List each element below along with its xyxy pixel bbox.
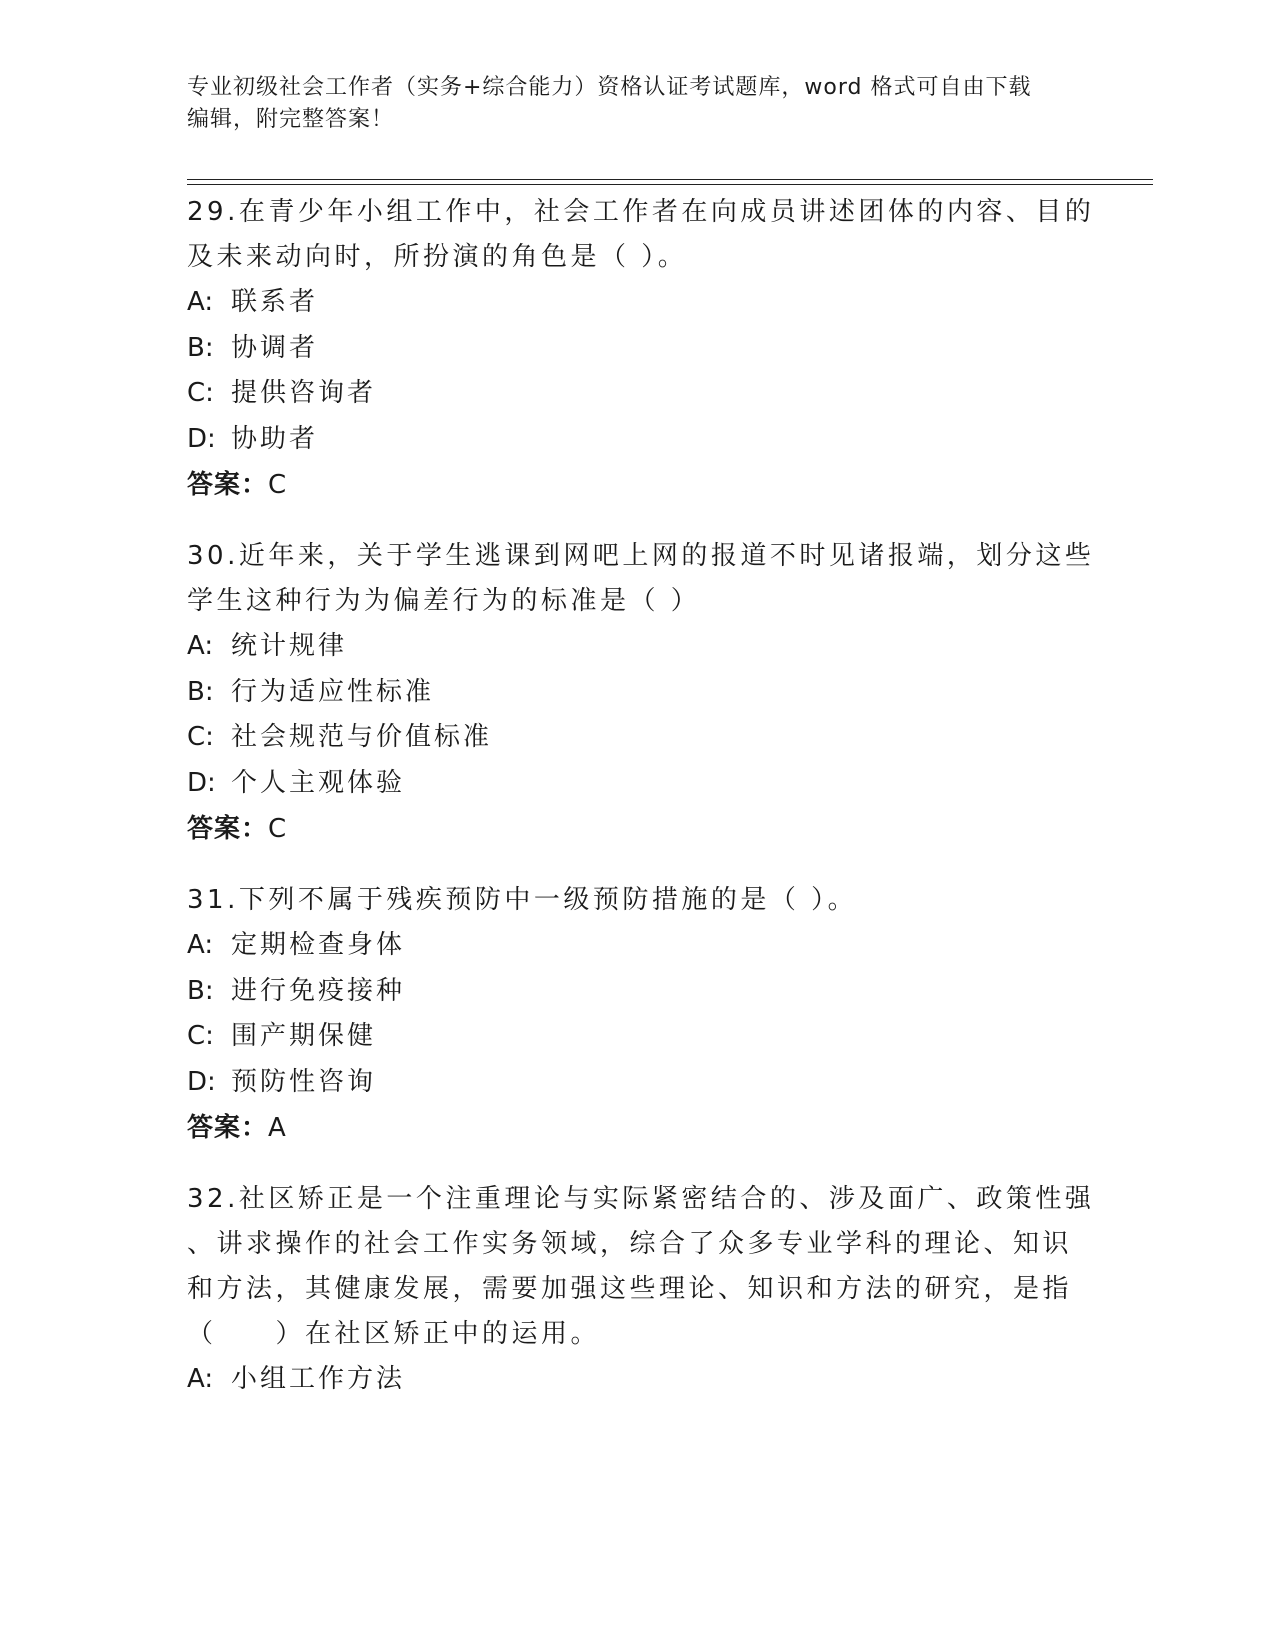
option-text: 围产期保健 bbox=[231, 1021, 377, 1051]
option-d bbox=[187, 1060, 1087, 1106]
option-a bbox=[187, 280, 1087, 326]
question-31 bbox=[187, 878, 1087, 1151]
answer-line bbox=[187, 462, 1087, 508]
answer-line bbox=[187, 806, 1087, 852]
option-key: A: bbox=[187, 930, 214, 960]
option-key: D: bbox=[187, 423, 216, 454]
option-a bbox=[187, 923, 1087, 969]
question-stem: 、讲求操作的社会工作实务领域，综合了众多专业学科的理论、知识 bbox=[187, 1229, 1073, 1259]
option-a bbox=[187, 624, 1087, 670]
header-rule-bottom bbox=[187, 184, 1153, 185]
question-stem: 及未来动向时，所扮演的角色是（ ）。 bbox=[187, 242, 688, 272]
option-text: 协助者 bbox=[231, 423, 319, 454]
answer-label: 答案： bbox=[187, 814, 269, 844]
question-list bbox=[187, 190, 1095, 1429]
option-b bbox=[187, 969, 1087, 1015]
option-key: B: bbox=[187, 975, 214, 1006]
option-text: 协调者 bbox=[231, 332, 319, 363]
question-stem: 和方法，其健康发展，需要加强这些理论、知识和方法的研究，是指 bbox=[187, 1274, 1073, 1304]
option-key: B: bbox=[187, 676, 214, 707]
option-text: 统计规律 bbox=[231, 631, 348, 661]
option-key: A: bbox=[187, 631, 214, 661]
option-d bbox=[187, 761, 1087, 807]
question-32 bbox=[187, 1177, 1095, 1403]
option-text: 小组工作方法 bbox=[231, 1364, 406, 1394]
option-d bbox=[187, 417, 1087, 463]
question-stem: 30.近年来，关于学生逃课到网吧上网的报道不时见诸报端，划分这些 bbox=[187, 541, 1095, 571]
option-key: D: bbox=[187, 1066, 216, 1097]
answer-label: 答案： bbox=[187, 1113, 269, 1143]
option-key: A: bbox=[187, 1364, 214, 1394]
option-key: A: bbox=[187, 287, 214, 317]
question-30 bbox=[187, 534, 1095, 852]
answer-value: A bbox=[268, 1113, 286, 1143]
option-text: 社会规范与价值标准 bbox=[231, 722, 493, 752]
answer-label: 答案： bbox=[187, 470, 269, 500]
document-header bbox=[187, 72, 1087, 136]
option-text: 行为适应性标准 bbox=[231, 676, 435, 707]
option-a bbox=[187, 1357, 1087, 1403]
option-text: 个人主观体验 bbox=[231, 767, 406, 798]
option-b bbox=[187, 670, 1087, 716]
header-line: 编辑，附完整答案！ bbox=[187, 107, 395, 132]
option-key: B: bbox=[187, 332, 214, 363]
option-key: C: bbox=[187, 1021, 214, 1051]
option-text: 进行免疫接种 bbox=[231, 975, 406, 1006]
option-key: C: bbox=[187, 378, 214, 408]
question-stem: 32.社区矫正是一个注重理论与实际紧密结合的、涉及面广、政策性强 bbox=[187, 1184, 1095, 1214]
answer-value: C bbox=[268, 814, 287, 844]
question-stem: 29.在青少年小组工作中，社会工作者在向成员讲述团体的内容、目的 bbox=[187, 197, 1095, 227]
header-rule-top bbox=[187, 179, 1153, 180]
option-text: 定期检查身体 bbox=[231, 930, 406, 960]
answer-value: C bbox=[268, 470, 287, 500]
question-stem: 31.下列不属于残疾预防中一级预防措施的是（ ）。 bbox=[187, 885, 858, 915]
option-key: D: bbox=[187, 767, 216, 798]
question-stem: 学生这种行为为偏差行为的标准是（ ） bbox=[187, 586, 701, 616]
question-29 bbox=[187, 190, 1095, 508]
option-key: C: bbox=[187, 722, 214, 752]
answer-line bbox=[187, 1105, 1087, 1151]
option-text: 联系者 bbox=[231, 287, 319, 317]
option-c bbox=[187, 1014, 1087, 1060]
option-b bbox=[187, 326, 1087, 372]
question-stem: （ ）在社区矫正中的运用。 bbox=[187, 1319, 601, 1349]
header-line: 专业初级社会工作者（实务+综合能力）资格认证考试题库，word 格式可自由下载 bbox=[187, 75, 1032, 100]
option-text: 预防性咨询 bbox=[231, 1066, 377, 1097]
option-text: 提供咨询者 bbox=[231, 378, 377, 408]
option-c bbox=[187, 715, 1087, 761]
option-c bbox=[187, 371, 1087, 417]
